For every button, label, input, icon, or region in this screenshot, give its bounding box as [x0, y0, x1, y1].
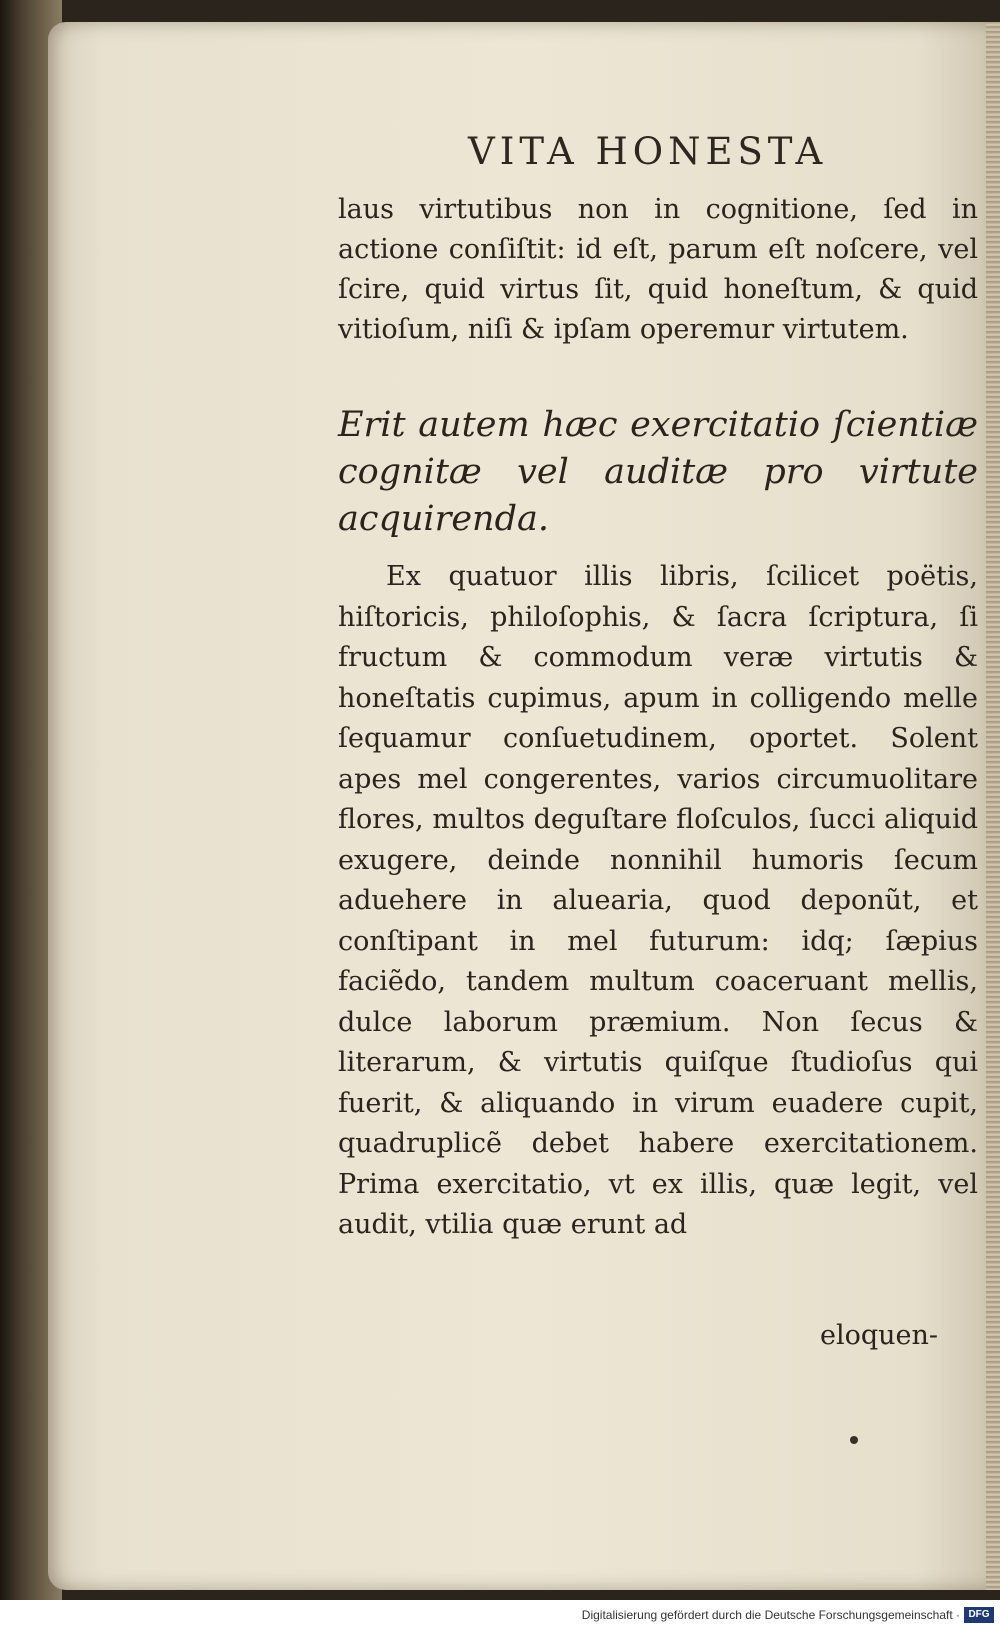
- page-edge: [986, 22, 1000, 1590]
- catchword: eloquen-: [820, 1320, 939, 1351]
- paragraph-2: Ex quatuor illis libris, ſcilicet poëtis, hiſtoricis, philoſophis, & ſacra ſcriptura, ſi fructum & commodum veræ virtutis & honeſtatis cupimus, apum in colligendo melle ſequamur conſuetudinem, oportet. Solent apes mel congerentes, varios circumuolitare flores, multos deguſtare floſculos, ſucci aliquid exugere, deinde nonnihil humoris ſecum aduehere in aluearia, quod deponũt, et conſtipant in mel futurum: idq; ſæpius faciẽdo, tandem multum coaceruant mellis, dulce laborum præmium. Non ſecus & literarum, & virtutis quiſque ſtudioſus qui fuerit, & aliquando in virum euadere cupit, quadruplicẽ debet habere exercitationem. Prima exercitatio, vt ex illis, quæ legit, vel audit, vtilia quæ erunt ad: [338, 561, 978, 1240]
- running-head: VITA HONESTA: [468, 130, 828, 173]
- funding-credit: Digitalisierung gefördert durch die Deutsche Forschungsgemeinschaft ·: [581, 1608, 960, 1622]
- dfg-logo: DFG: [964, 1607, 994, 1623]
- paragraph-1: laus virtutibus non in cognitione, ſed in actione conſiſtit: id eſt, parum eſt noſcere, vel ſcire, quid virtus ſit, quid honeſtum, & quid vitioſum, niſi & ipſam operemur virtutem.: [338, 194, 978, 345]
- section-heading: Erit autem hæc exercitatio ſcientiæ cognitæ vel auditæ pro virtute acquirenda.: [338, 405, 978, 539]
- digitization-footer: [0, 1600, 1000, 1632]
- ink-spot: [850, 1436, 858, 1444]
